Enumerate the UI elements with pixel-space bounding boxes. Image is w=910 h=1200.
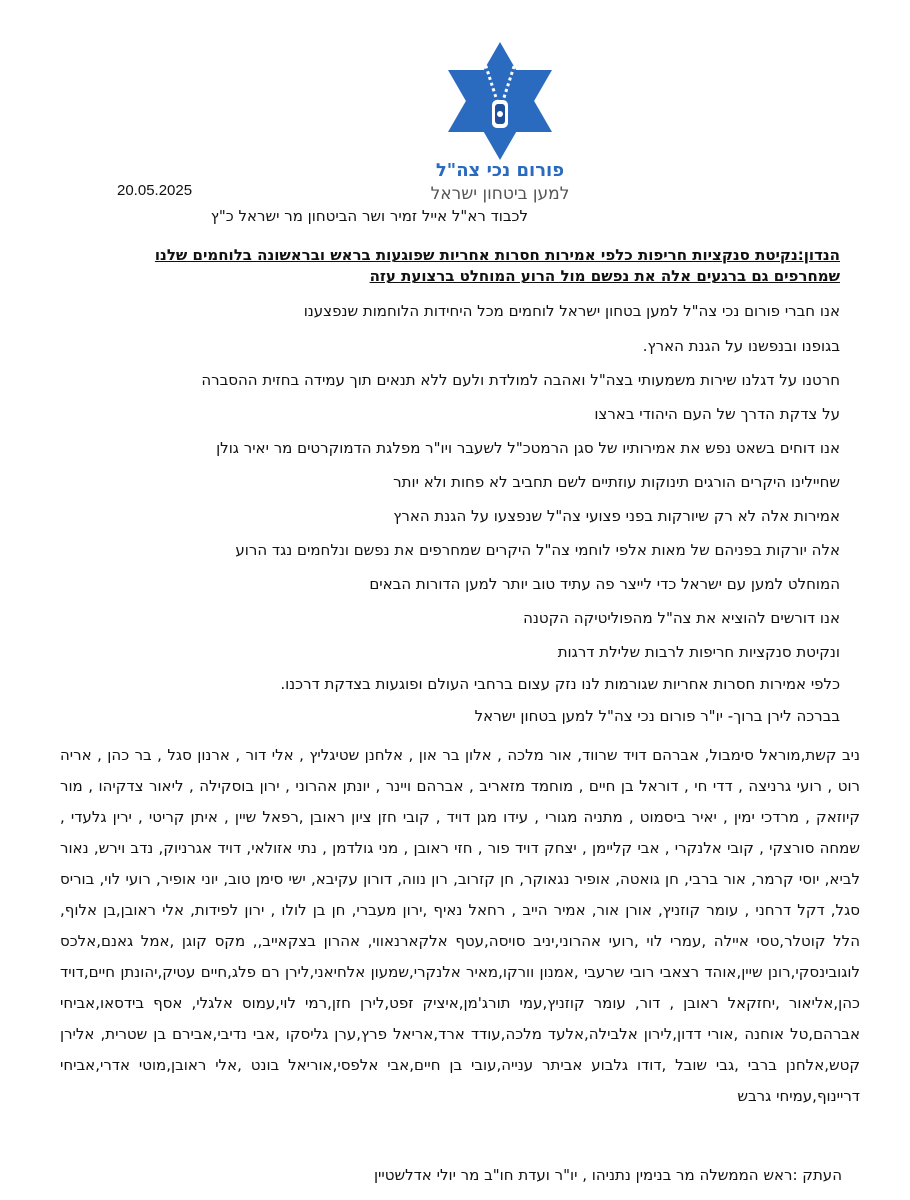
signature-line: בברכה לירן ברוך- יו"ר פורום נכי צה"ל למען בטחון ישראל	[474, 707, 840, 725]
body-line: ונקיטת סנקציות חריפות לרבות שלילת דרגות	[557, 643, 840, 661]
logo-subtitle: למען ביטחון ישראל	[430, 184, 570, 204]
subject-line-2: שמחרפים גם ברגעים אלה את נפשם מול הרוע המוחלט ברצועת עזה	[369, 267, 840, 285]
star-of-david-logo-icon	[442, 40, 558, 162]
logo-title: פורום נכי צה"ל	[435, 160, 565, 181]
subject-line-1: הנדון:נקיטת סנקציות חריפות כלפי אמירות חסרות אחריות שפוגעות בראש ובראשונה בלוחמים שלנו	[154, 246, 840, 264]
body-line: אנו חברי פורום נכי צה"ל למען בטחון ישראל לוחמים מכל היחידות הלוחמות שנפצענו	[303, 302, 840, 320]
body-line: כלפי אמירות חסרות אחריות שגורמות לנו נזק עצום ברחבי העולם ופוגעות בצדקת דרכנו.	[280, 675, 840, 693]
letter-date: 20.05.2025	[117, 182, 193, 199]
body-line: המוחלט למען עם ישראל כדי לייצר פה עתיד טוב יותר למען הדורות הבאים	[369, 575, 840, 593]
subject	[80, 245, 840, 287]
forum-logo	[420, 40, 580, 204]
body-line: בגופנו ובנפשנו על הגנת הארץ.	[642, 337, 840, 355]
body-line: חרטנו על דגלנו שירות משמעותי בצה"ל ואהבה למולדת ולעם ללא תנאים תוך עמידה בחזית ההסברה	[201, 371, 840, 389]
addressee: לכבוד רא"ל אייל זמיר ושר הביטחון מר ישראל כ"ץ	[210, 207, 528, 225]
body-line: אלה יורקות בפניהם של מאות אלפי לוחמי צה"ל היקרים שמחרפים את נפשם ונלחמים נגד הרוע	[235, 541, 840, 559]
body-line: אנו דוחים בשאט נפש את אמירותיו של סגן הרמטכ"ל לשעבר ויו"ר מפלגת הדמוקרטים מר יאיר גולן	[216, 439, 840, 457]
body-line: אנו דורשים להוציא את צה"ל מהפוליטיקה הקטנה	[523, 609, 840, 627]
cc-line: העתק :ראש הממשלה מר בנימין נתניהו , יו"ר ועדת חו"ב מר יולי אדלשטיין	[373, 1166, 842, 1184]
body-line: שחיילינו היקרים הורגים תינוקות עוזתיים לשם תחביב לא פחות ולא יותר	[393, 473, 840, 491]
signatories-list: ניב קשת,מוראל סימבול, אברהם דויד שרווד, אור מלכה , אלון בר און , אלחנן שטיגליץ , אלי דור , ארנון סגל , בר כהן , אריה רוט , רועי גרניצה , דדי חי , דוראל בן חיים , מוחמד מזאריב , אברהם ויינר , יונתן אהרוני , ירון בוסקילה , ליאור צדקיהו , מור קיוזאק , מרדכי ימין , יאיר ביסמוט , מתניה מגורי , עידו מגן דויד , קובי חזן ציון ראובן ,רפאל שיין , איתן קריטי , ירין גלעדי , שמחה סורצקי , קובי אלנקרי , אבי קליימן , יצחק דויד פור , חזי ראובן , מני גולדמן , נתי אזולאי, דויד אגרניוק, נדב וירש, נאור לביא, יוסי קרמר, אור ברבי, חן גואטה, אופיר נגאוקר, חן קזרוב, רון נווה, דורון עקיבא, ישי סימן טוב, יוני אופיר, רועי לוי, בוריס סגל, דקל דרחני , עומר קוזניץ, אורן אור, אמיר הייב , רחאל נאיף ,ירון מעברי, חן בן לולו , ירון לפידות, אלי ראובן,בן אלוף, הלל קוטלר,טסי איילה ,עמרי לוי ,רועי אהרוני,יניב סויסה,עטף אלקארנאווי, אהרון בצקאייב,, מקס קוגן ,אמל גאנם,אלכס לוגובינסקי,רונן שיין,אוהד רצאבי רובי שרעבי ,אמנון וורקו,מאיר אלנקרי,שמעון אלחיאני,לירן רם פלג,חיים עטיק,יהונתן חיים,דויד כהן,אליאור ,יחזקאל ראובן , דור, עומר קוזניץ,עמי תורג'מן,איציק זפט,לירן חזן,רמי לוי,עמוס אלגלי, אסף בידסאו,אביחי אברהם,טל אוחנה ,אורי דדון,לירון אלבילה,אלעד מלכה,עודד ארד,אריאל פרץ,ערן גליסקו ,אבי נדיבי,אבירם בן שטרית, אלירן קטש,אלחנן ברבי ,גבי שובל ,דודו גלבוע אביתר ענייה,עובי בן חיים,אבי אלפסי,אוריאל בונט ,אלי ראובן,מוטי אדרי,אביחי דריינוף,עמיחי גרבש	[60, 746, 860, 1105]
body-line: אמירות אלה לא רק שיורקות בפני פצועי צה"ל שנפצעו על הגנת הארץ	[393, 507, 840, 525]
body-line: על צדקת הדרך של העם היהודי בארצו	[594, 405, 840, 423]
